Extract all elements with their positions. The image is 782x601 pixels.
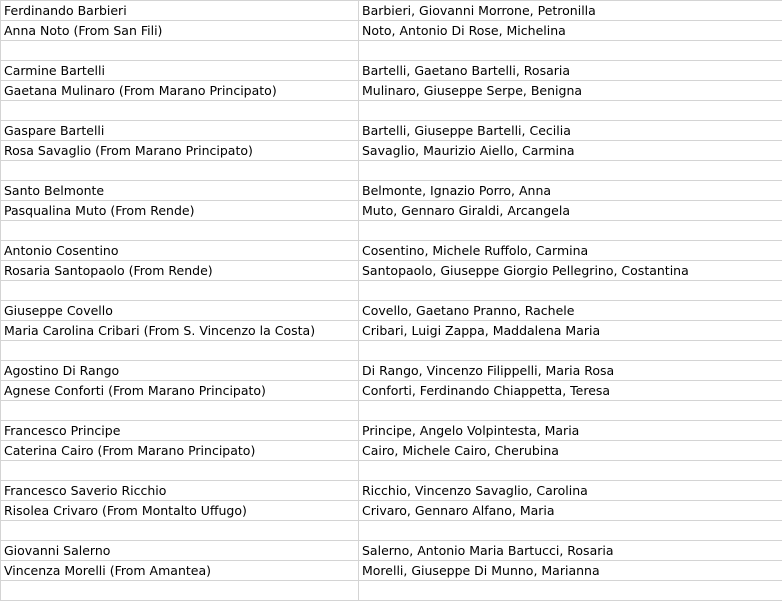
table-row xyxy=(1,381,782,401)
empty-cell[interactable] xyxy=(359,281,782,301)
bride-name-cell[interactable]: Rosa Savaglio (From Marano Principato) xyxy=(1,141,359,161)
blank-row xyxy=(1,401,782,421)
bride-parents-cell[interactable]: Santopaolo, Giuseppe Giorgio Pellegrino, Costantina xyxy=(359,261,782,281)
bride-name-cell[interactable]: Maria Carolina Cribari (From S. Vincenzo la Costa) xyxy=(1,321,359,341)
table-row xyxy=(1,541,782,561)
blank-row xyxy=(1,461,782,481)
table-row xyxy=(1,301,782,321)
bride-name-cell[interactable]: Vincenza Morelli (From Amantea) xyxy=(1,561,359,581)
groom-name-cell[interactable]: Carmine Bartelli xyxy=(1,61,359,81)
table-row xyxy=(1,561,782,581)
blank-row xyxy=(1,581,782,601)
empty-cell[interactable] xyxy=(359,461,782,481)
empty-cell[interactable] xyxy=(359,101,782,121)
groom-name-cell[interactable]: Gaspare Bartelli xyxy=(1,121,359,141)
blank-row xyxy=(1,101,782,121)
blank-row xyxy=(1,41,782,61)
blank-row xyxy=(1,521,782,541)
groom-parents-cell[interactable]: Barbieri, Giovanni Morrone, Petronilla xyxy=(359,1,782,21)
groom-parents-cell[interactable]: Cosentino, Michele Ruffolo, Carmina xyxy=(359,241,782,261)
bride-parents-cell[interactable]: Mulinaro, Giuseppe Serpe, Benigna xyxy=(359,81,782,101)
table-row xyxy=(1,241,782,261)
groom-name-cell[interactable]: Giovanni Salerno xyxy=(1,541,359,561)
groom-name-cell[interactable]: Santo Belmonte xyxy=(1,181,359,201)
bride-name-cell[interactable]: Rosaria Santopaolo (From Rende) xyxy=(1,261,359,281)
bride-name-cell[interactable]: Agnese Conforti (From Marano Principato) xyxy=(1,381,359,401)
blank-row xyxy=(1,341,782,361)
bride-name-cell[interactable]: Caterina Cairo (From Marano Principato) xyxy=(1,441,359,461)
table-row xyxy=(1,81,782,101)
bride-parents-cell[interactable]: Noto, Antonio Di Rose, Michelina xyxy=(359,21,782,41)
blank-row xyxy=(1,281,782,301)
groom-name-cell[interactable]: Ferdinando Barbieri xyxy=(1,1,359,21)
empty-cell[interactable] xyxy=(359,521,782,541)
table-row xyxy=(1,1,782,21)
groom-parents-cell[interactable]: Belmonte, Ignazio Porro, Anna xyxy=(359,181,782,201)
blank-row xyxy=(1,161,782,181)
empty-cell[interactable] xyxy=(1,521,359,541)
table-row xyxy=(1,441,782,461)
table-row xyxy=(1,421,782,441)
groom-name-cell[interactable]: Giuseppe Covello xyxy=(1,301,359,321)
empty-cell[interactable] xyxy=(359,401,782,421)
table-row xyxy=(1,481,782,501)
groom-name-cell[interactable]: Agostino Di Rango xyxy=(1,361,359,381)
empty-cell[interactable] xyxy=(1,41,359,61)
empty-cell[interactable] xyxy=(1,401,359,421)
table-row xyxy=(1,21,782,41)
groom-parents-cell[interactable]: Bartelli, Giuseppe Bartelli, Cecilia xyxy=(359,121,782,141)
groom-parents-cell[interactable]: Covello, Gaetano Pranno, Rachele xyxy=(359,301,782,321)
empty-cell[interactable] xyxy=(1,281,359,301)
groom-parents-cell[interactable]: Salerno, Antonio Maria Bartucci, Rosaria xyxy=(359,541,782,561)
empty-cell[interactable] xyxy=(359,341,782,361)
groom-parents-cell[interactable]: Bartelli, Gaetano Bartelli, Rosaria xyxy=(359,61,782,81)
groom-parents-cell[interactable]: Principe, Angelo Volpintesta, Maria xyxy=(359,421,782,441)
bride-parents-cell[interactable]: Cairo, Michele Cairo, Cherubina xyxy=(359,441,782,461)
table-row xyxy=(1,321,782,341)
table-row xyxy=(1,61,782,81)
groom-parents-cell[interactable]: Di Rango, Vincenzo Filippelli, Maria Rosa xyxy=(359,361,782,381)
table-row xyxy=(1,141,782,161)
table-row xyxy=(1,361,782,381)
bride-parents-cell[interactable]: Muto, Gennaro Giraldi, Arcangela xyxy=(359,201,782,221)
empty-cell[interactable] xyxy=(359,41,782,61)
bride-name-cell[interactable]: Pasqualina Muto (From Rende) xyxy=(1,201,359,221)
table-row xyxy=(1,181,782,201)
bride-parents-cell[interactable]: Morelli, Giuseppe Di Munno, Marianna xyxy=(359,561,782,581)
bride-parents-cell[interactable]: Cribari, Luigi Zappa, Maddalena Maria xyxy=(359,321,782,341)
empty-cell[interactable] xyxy=(1,341,359,361)
groom-name-cell[interactable]: Francesco Saverio Ricchio xyxy=(1,481,359,501)
empty-cell[interactable] xyxy=(1,101,359,121)
blank-row xyxy=(1,221,782,241)
table-row xyxy=(1,261,782,281)
empty-cell[interactable] xyxy=(1,161,359,181)
bride-name-cell[interactable]: Anna Noto (From San Fili) xyxy=(1,21,359,41)
empty-cell[interactable] xyxy=(1,221,359,241)
empty-cell[interactable] xyxy=(359,161,782,181)
empty-cell[interactable] xyxy=(1,461,359,481)
bride-name-cell[interactable]: Risolea Crivaro (From Montalto Uffugo) xyxy=(1,501,359,521)
bride-parents-cell[interactable]: Conforti, Ferdinando Chiappetta, Teresa xyxy=(359,381,782,401)
bride-parents-cell[interactable]: Savaglio, Maurizio Aiello, Carmina xyxy=(359,141,782,161)
bride-parents-cell[interactable]: Crivaro, Gennaro Alfano, Maria xyxy=(359,501,782,521)
groom-name-cell[interactable]: Antonio Cosentino xyxy=(1,241,359,261)
table-row xyxy=(1,501,782,521)
empty-cell[interactable] xyxy=(1,581,359,601)
groom-name-cell[interactable]: Francesco Principe xyxy=(1,421,359,441)
bride-name-cell[interactable]: Gaetana Mulinaro (From Marano Principato) xyxy=(1,81,359,101)
table-row xyxy=(1,121,782,141)
empty-cell[interactable] xyxy=(359,581,782,601)
table-row xyxy=(1,201,782,221)
grid-body xyxy=(1,1,782,601)
empty-cell[interactable] xyxy=(359,221,782,241)
groom-parents-cell[interactable]: Ricchio, Vincenzo Savaglio, Carolina xyxy=(359,481,782,501)
